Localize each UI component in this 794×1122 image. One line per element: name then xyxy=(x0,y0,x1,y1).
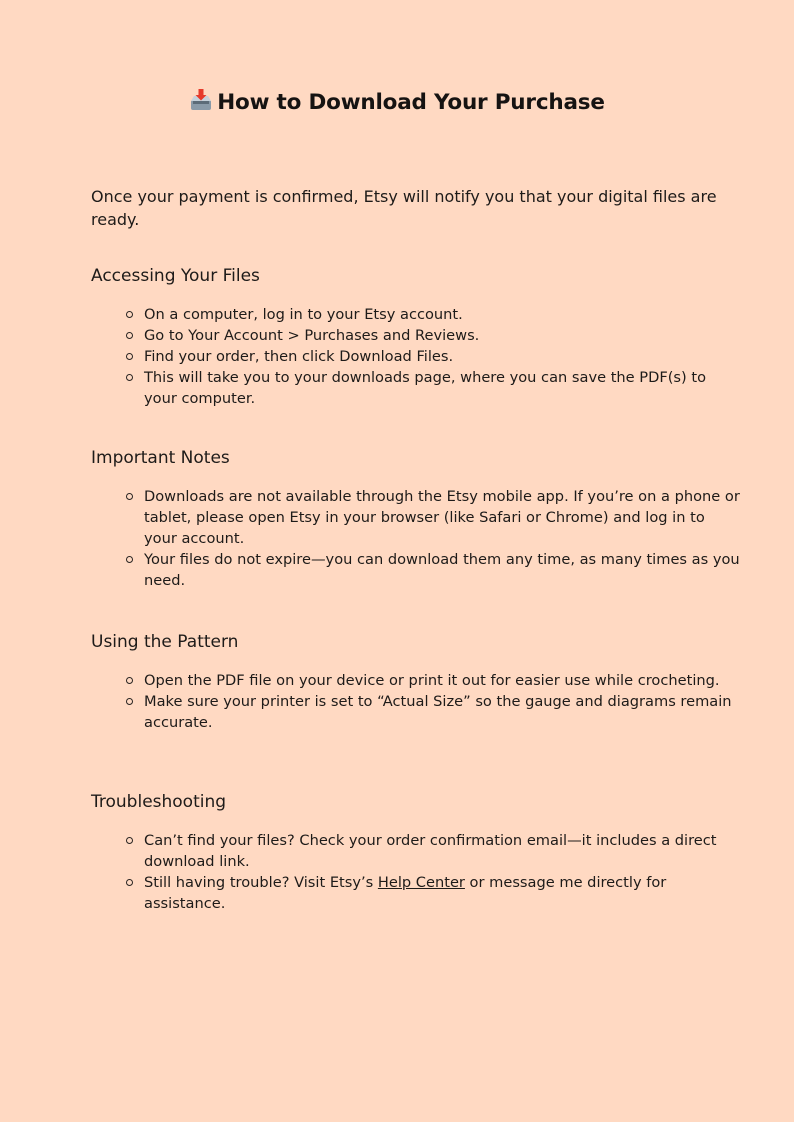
section-using-pattern xyxy=(91,631,741,733)
list-item: Your files do not expire—you can download them any time, as many times as you need. xyxy=(144,549,741,591)
bullet-icon xyxy=(126,879,133,886)
bullet-icon xyxy=(126,493,133,500)
page-title: How to Download Your Purchase xyxy=(217,90,605,115)
list-item: Find your order, then click Download Files. xyxy=(144,346,741,367)
section-heading: Troubleshooting xyxy=(91,792,227,812)
section-heading: Using the Pattern xyxy=(91,632,239,652)
bullet-icon xyxy=(126,353,133,360)
list-item: Can’t find your files? Check your order confirmation email—it includes a direct download link. xyxy=(144,830,741,872)
list-item: Go to Your Account > Purchases and Reviews. xyxy=(144,325,741,346)
list-item: Downloads are not available through the Etsy mobile app. If you’re on a phone or tablet, please open Etsy in your browser (like Safari or Chrome) and log in to your account. xyxy=(144,486,741,549)
bullet-icon xyxy=(126,677,133,684)
section-troubleshooting xyxy=(91,791,741,914)
inbox-tray-icon xyxy=(189,88,213,112)
section-important-notes xyxy=(91,447,741,591)
list-item: This will take you to your downloads page, where you can save the PDF(s) to your computer. xyxy=(144,367,741,409)
bullet-list xyxy=(91,670,741,733)
bullet-icon xyxy=(126,698,133,705)
list-item: On a computer, log in to your Etsy account. xyxy=(144,304,741,325)
list-item: Still having trouble? Visit Etsy’s Help Center or message me directly for assistance. xyxy=(144,872,741,914)
bullet-list xyxy=(91,830,741,914)
bullet-icon xyxy=(126,332,133,339)
bullet-icon xyxy=(126,556,133,563)
section-accessing-files xyxy=(91,265,741,409)
list-item: Make sure your printer is set to “Actual Size” so the gauge and diagrams remain accurate. xyxy=(144,691,741,733)
help-center-link[interactable]: Help Center xyxy=(377,874,465,891)
section-heading: Accessing Your Files xyxy=(91,266,260,286)
bullet-icon xyxy=(126,374,133,381)
bullet-icon xyxy=(126,311,133,318)
list-item: Open the PDF file on your device or print it out for easier use while crocheting. xyxy=(144,670,741,691)
section-heading: Important Notes xyxy=(91,448,230,468)
bullet-list xyxy=(91,304,741,409)
title-row xyxy=(0,88,794,115)
intro-paragraph: Once your payment is confirmed, Etsy will notify you that your digital files are ready. xyxy=(91,187,717,229)
bullet-list xyxy=(91,486,741,591)
bullet-icon xyxy=(126,837,133,844)
